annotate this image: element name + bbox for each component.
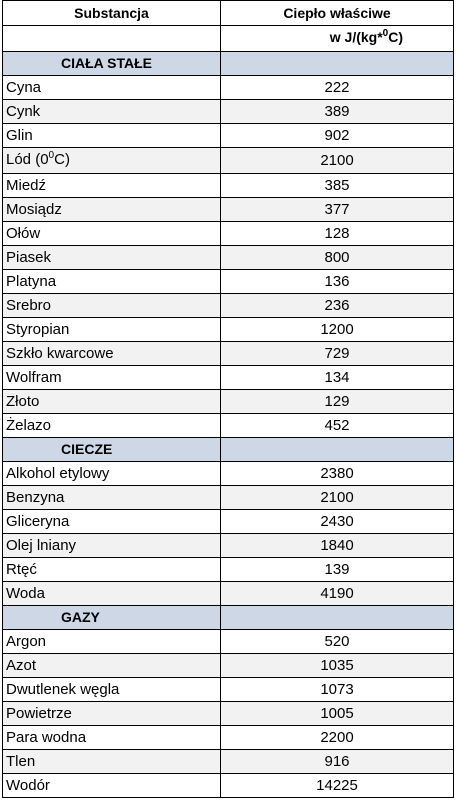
table-row [3, 510, 454, 534]
table-row [3, 76, 454, 100]
section-fill [221, 438, 454, 462]
unit-row [3, 26, 454, 52]
header-unit: w J/(kg*$^0$C) [221, 26, 454, 52]
specific-heat-value: 916 [221, 750, 454, 774]
specific-heat-value: 452 [221, 414, 454, 438]
table-row [3, 630, 454, 654]
section-title: GAZY [3, 606, 221, 630]
substance-name: Benzyna [3, 486, 221, 510]
table-row [3, 390, 454, 414]
specific-heat-value: 729 [221, 342, 454, 366]
section-fill [221, 52, 454, 76]
specific-heat-value: 2200 [221, 726, 454, 750]
substance-name: Szkło kwarcowe [3, 342, 221, 366]
table-row [3, 582, 454, 606]
specific-heat-value: 4190 [221, 582, 454, 606]
specific-heat-value: 902 [221, 124, 454, 148]
header-substance: Substancja [3, 1, 221, 26]
substance-name: Glin [3, 124, 221, 148]
table-row [3, 678, 454, 702]
substance-name: Platyna [3, 270, 221, 294]
specific-heat-value: 377 [221, 198, 454, 222]
specific-heat-value: 2100 [221, 486, 454, 510]
substance-name: Piasek [3, 246, 221, 270]
table-row [3, 774, 454, 798]
specific-heat-value: 139 [221, 558, 454, 582]
header-row [3, 1, 454, 26]
substance-name: Azot [3, 654, 221, 678]
specific-heat-value: 1840 [221, 534, 454, 558]
specific-heat-value: 2100 [221, 148, 454, 174]
substance-name: Argon [3, 630, 221, 654]
section-header-row [3, 606, 454, 630]
header-specific-heat: Ciepło właściwe [221, 1, 454, 26]
table-row [3, 246, 454, 270]
substance-name: Złoto [3, 390, 221, 414]
specific-heat-value: 1073 [221, 678, 454, 702]
table-row [3, 654, 454, 678]
section-header-row [3, 52, 454, 76]
substance-name: Olej lniany [3, 534, 221, 558]
table-row [3, 558, 454, 582]
specific-heat-value: 1035 [221, 654, 454, 678]
table-row [3, 342, 454, 366]
section-title: CIAŁA STAŁE [3, 52, 221, 76]
table-row [3, 124, 454, 148]
table-row [3, 100, 454, 124]
table-row [3, 294, 454, 318]
substance-name: Żelazo [3, 414, 221, 438]
substance-name: Mosiądz [3, 198, 221, 222]
table-row [3, 366, 454, 390]
section-title: CIECZE [3, 438, 221, 462]
table-row [3, 726, 454, 750]
section-fill [221, 606, 454, 630]
substance-name: Para wodna [3, 726, 221, 750]
substance-name: Tlen [3, 750, 221, 774]
table-body [3, 52, 454, 798]
specific-heat-value: 134 [221, 366, 454, 390]
specific-heat-value: 2380 [221, 462, 454, 486]
substance-name: Powietrze [3, 702, 221, 726]
substance-name: Srebro [3, 294, 221, 318]
table-row [3, 534, 454, 558]
table-row [3, 270, 454, 294]
specific-heat-value: 520 [221, 630, 454, 654]
substance-name: Wolfram [3, 366, 221, 390]
specific-heat-value: 2430 [221, 510, 454, 534]
specific-heat-value: 1200 [221, 318, 454, 342]
substance-name-suffix: C) [54, 151, 70, 168]
section-header-row [3, 438, 454, 462]
table-row [3, 148, 454, 174]
specific-heat-value: 222 [221, 76, 454, 100]
substance-name: Woda [3, 582, 221, 606]
table-row [3, 750, 454, 774]
substance-name: Styropian [3, 318, 221, 342]
substance-name [3, 148, 221, 174]
substance-name: Dwutlenek węgla [3, 678, 221, 702]
substance-name: Gliceryna [3, 510, 221, 534]
substance-name: Cynk [3, 100, 221, 124]
table-row [3, 318, 454, 342]
substance-name-sup: 0 [48, 150, 55, 161]
table-row [3, 702, 454, 726]
specific-heat-value: 128 [221, 222, 454, 246]
unit-row-empty [3, 26, 221, 52]
table-row [3, 198, 454, 222]
substance-name: Ołów [3, 222, 221, 246]
specific-heat-value: 236 [221, 294, 454, 318]
specific-heat-value: 136 [221, 270, 454, 294]
substance-name-text: Lód (0 [6, 151, 49, 168]
specific-heat-value: 129 [221, 390, 454, 414]
specific-heat-value: 14225 [221, 774, 454, 798]
specific-heat-table [2, 0, 454, 798]
table-row [3, 174, 454, 198]
specific-heat-value: 800 [221, 246, 454, 270]
substance-name: Miedź [3, 174, 221, 198]
specific-heat-value: 389 [221, 100, 454, 124]
substance-name: Wodór [3, 774, 221, 798]
substance-name: Rtęć [3, 558, 221, 582]
table-row [3, 462, 454, 486]
substance-name: Cyna [3, 76, 221, 100]
table-row [3, 222, 454, 246]
substance-name: Alkohol etylowy [3, 462, 221, 486]
table-row [3, 414, 454, 438]
table-row [3, 486, 454, 510]
specific-heat-value: 385 [221, 174, 454, 198]
specific-heat-value: 1005 [221, 702, 454, 726]
